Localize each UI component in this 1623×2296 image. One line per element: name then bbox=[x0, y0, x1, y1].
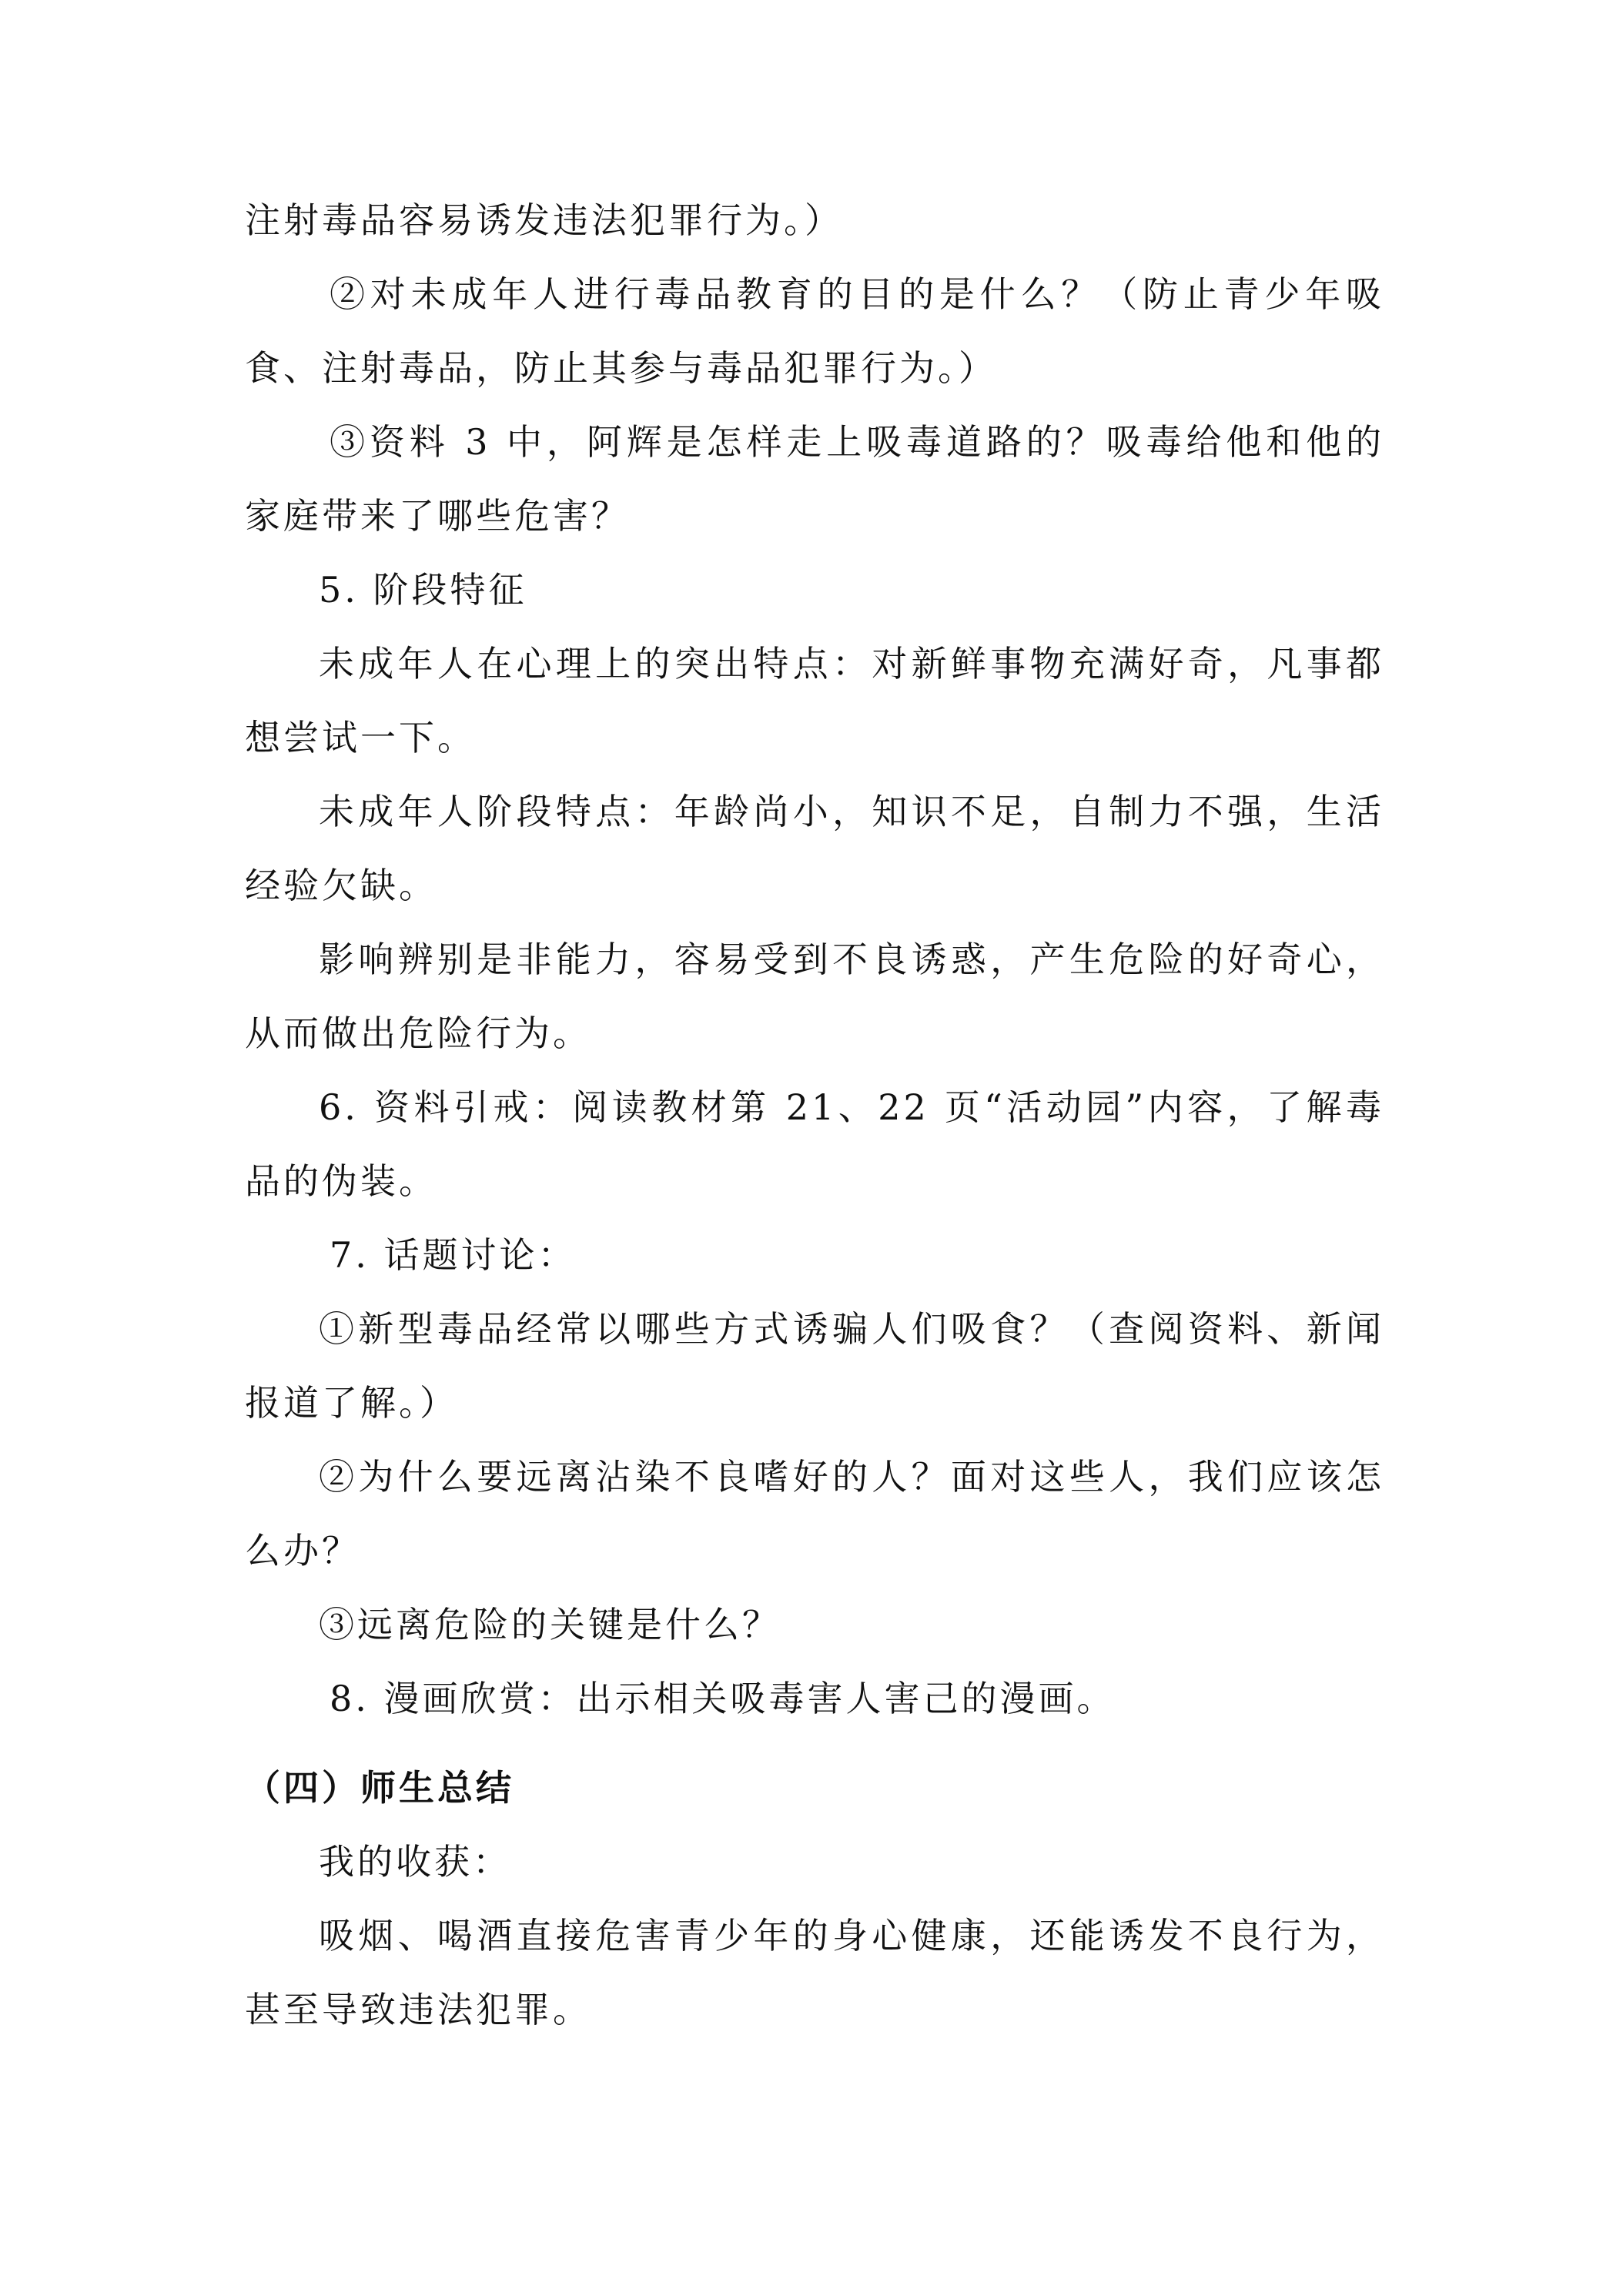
summary-text: 吸烟、喝酒直接危害青少年的身心健康，还能诱发不良行为，甚至导致违法犯罪。 bbox=[245, 1915, 1384, 2030]
subheading-topic-discussion: 7. 话题讨论： bbox=[330, 1234, 577, 1276]
paragraph: ①新型毒品经常以哪些方式诱骗人们吸食？（查阅资料、新闻报道了解。） bbox=[245, 1308, 1384, 1424]
paragraph: 未成年人在心理上的突出特点：对新鲜事物充满好奇，凡事都想尝试一下。 bbox=[245, 643, 1384, 758]
subheading-stage-features: 5. 阶段特征 bbox=[319, 569, 527, 611]
paragraph: ③资料 3 中，阿辉是怎样走上吸毒道路的？吸毒给他和他的家庭带来了哪些危害？ bbox=[245, 421, 1384, 537]
paragraph: 注射毒品容易诱发违法犯罪行为。） bbox=[245, 199, 843, 241]
paragraph: 未成年人阶段特点：年龄尚小，知识不足，自制力不强，生活经验欠缺。 bbox=[245, 791, 1384, 906]
paragraph: ②为什么要远离沾染不良嗜好的人？面对这些人，我们应该怎么办？ bbox=[245, 1456, 1384, 1571]
document-body bbox=[245, 183, 1384, 2047]
section-heading: （四）师生总结 bbox=[245, 1767, 514, 1809]
paragraph: 6. 资料引戒：阅读教材第 21、22 页“活动园”内容，了解毒品的伪装。 bbox=[245, 1086, 1384, 1202]
paragraph: ③远离危险的关键是什么？ bbox=[319, 1604, 781, 1645]
paragraph: ②对未成年人进行毒品教育的目的是什么？（防止青少年吸食、注射毒品，防止其参与毒品犯罪行为。） bbox=[245, 273, 1384, 389]
paragraph: 影响辨别是非能力，容易受到不良诱惑，产生危险的好奇心，从而做出危险行为。 bbox=[245, 939, 1384, 1054]
paragraph: 8. 漫画欣赏：出示相关吸毒害人害己的漫画。 bbox=[330, 1678, 1116, 1719]
summary-label: 我的收获： bbox=[319, 1841, 511, 1883]
